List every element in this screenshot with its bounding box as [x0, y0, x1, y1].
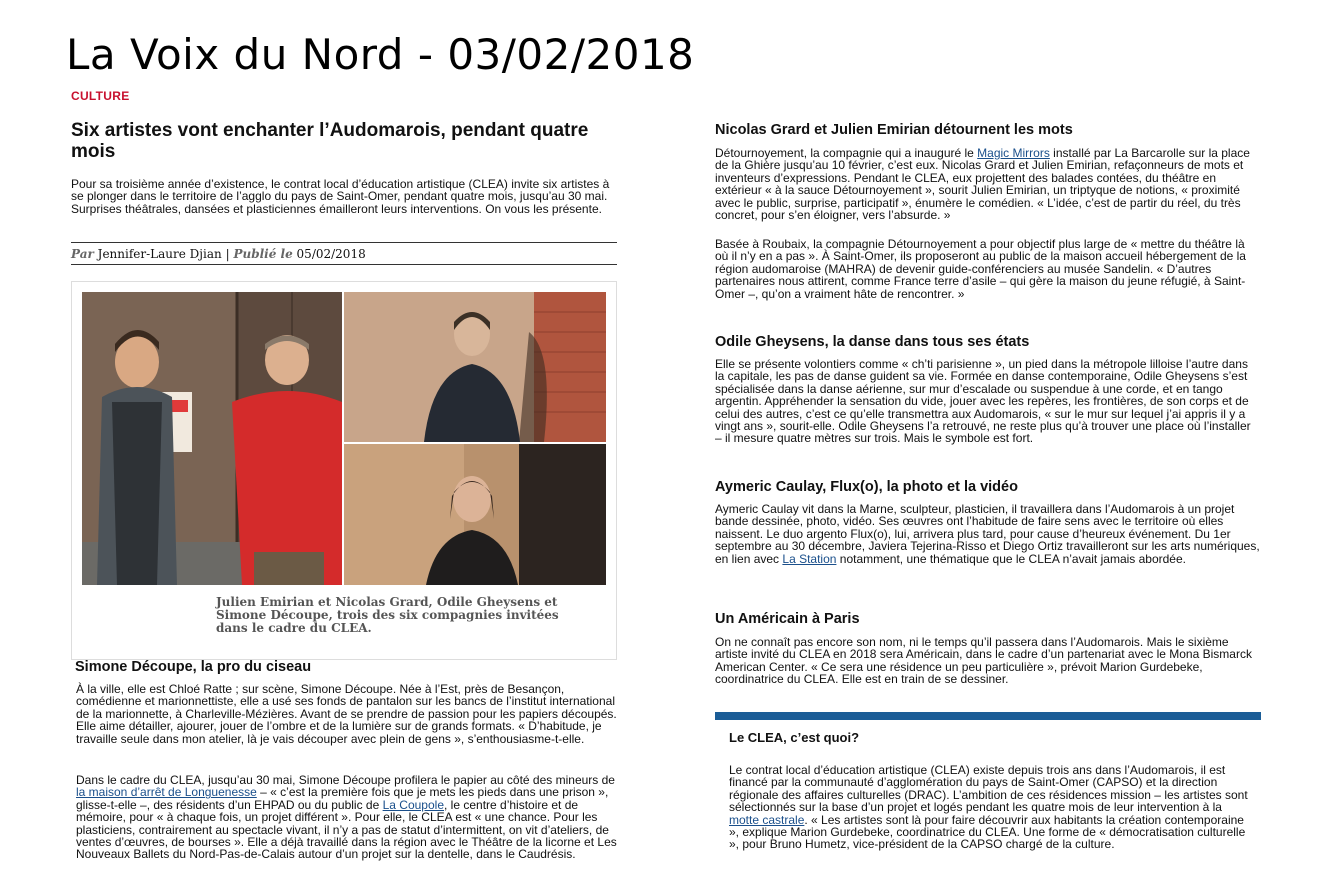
info-box-bar [715, 712, 1261, 720]
byline-author[interactable]: Jennifer-Laure Djian [97, 247, 222, 261]
photo-simone-decoupe [344, 444, 606, 585]
info-box-body-part2: . « Les artistes sont là pour faire découvrir aux habitants la création contemporaine », explique Marion Gurdebeke, coordinatrice du CLEA. Une forme de « démocratisation culturelle », pour Bruno Humetz, vice-président de la CAPSO chargé de la culture. [729, 812, 1246, 852]
section-simone-p2-part1: Dans le cadre du CLEA, jusqu’au 30 mai, Simone Découpe profilera le papier au côté des mineurs de [76, 773, 615, 787]
section-title-nicolas: Nicolas Grard et Julien Emirian détournent les mots [715, 122, 1073, 138]
byline-published-label: Publié le [233, 247, 293, 261]
photo-odile-gheysens [344, 292, 606, 442]
section-nicolas-p1-part1: Détournoyement, la compagnie qui a inauguré le [715, 146, 978, 160]
byline-date: 05/02/2018 [296, 247, 366, 261]
link-motte-castrale[interactable]: motte castrale [729, 812, 805, 827]
byline-par-label: Par [71, 247, 94, 261]
newspaper-masthead: La Voix du Nord - 03/02/2018 [66, 30, 695, 79]
info-box-body-part1: Le contrat local d’éducation artistique (CLEA) existe depuis trois ans dans l’Audomarois, il est financé par la communauté d’agglomération du pays de Saint-Omer (CAPSO) et la direction régionale des affaires culturelles (DRAC). L’ambition de ces résidences mission – les artistes sont sélectionnés sur la base d’un projet et logés pendant les quatre mois de leur intervention à la [729, 763, 1248, 815]
section-simone-p2-part3: , le centre d’histoire et de mémoire, pour « à chaque fois, un projet différent ». Pour elle, le CLEA est « une chance. Pour les plasticiens, contrairement au spectacle vivant, il n’y a pas de statut d’intermittent, on vit d’ateliers, de ventes d’œuvres, de bourses ». Elle a déjà travaillé dans la région avec le Théâtre de la licorne et Les Nouveaux Ballets du Nord-Pas-de-Calais autour d’un projet sur la dentelle, dans le Caudrésis. [76, 797, 617, 862]
section-title-aymeric: Aymeric Caulay, Flux(o), la photo et la vidéo [715, 479, 1018, 495]
link-magic-mirrors[interactable]: Magic Mirrors [977, 146, 1050, 160]
section-nicolas-p1 [715, 147, 1260, 221]
section-simone-p1: À la ville, elle est Chloé Ratte ; sur scène, Simone Découpe. Née à l’Est, près de Besançon, comédienne et marionnettiste, elle a usé ses fonds de pantalon sur les bancs de l’institut international de la marionnette, à Charleville-Mézières. Avant de se prendre de passion pour les papiers découpés. Elle aime détailler, ajourer, jouer de l’ombre et de la lumière sur de grands formats. « D’habitude, je travaille seule dans mon atelier, là je vais découper avec plein de gens », s’enthousiasme-t-elle. [76, 682, 617, 746]
info-box-body [729, 764, 1251, 851]
link-la-station[interactable]: La Station [782, 551, 837, 566]
section-simone-p2 [76, 774, 624, 861]
section-americain-p1: On ne connaît pas encore son nom, ni le temps qu’il passera dans l’Audomarois. Mais le sixième artiste invité du CLEA en 2018 sera Américain, dans le cadre d’un partenariat avec le Mona Bismarck American Center. « Ce sera une résidence un peu particulière », prévoit Marion Gurdebeke, coordinatrice du CLEA. Elle est en train de se dessiner. [715, 635, 1252, 687]
section-nicolas-p2: Basée à Roubaix, la compagnie Détournoyement a pour objectif plus large de « mettre du théâtre là où il n’y en a pas ». À Saint-Omer, ils proposeront au public de la maison accueil hébergement de la région audomaroise (MAHRA) de devenir guide-conférenciers au musée Sandelin. « D’autres partenaires nous attirent, comme France terre d’asile – qui gère la maison du jeune réfugié, à Saint-Omer –, qu’on a vraiment hâte de rencontrer. » [715, 237, 1246, 301]
section-aymeric-p1-part1: Aymeric Caulay vit dans la Marne, sculpteur, plasticien, il travaillera dans l’Audomarois à un projet bande dessinée, photo, vidéo. Ses œuvres ont l’habitude de faire sens avec le territoire où elles naissent. Le duo argento Flux(o), lui, arrivera plus tard, pour cause d’heureux événement. Du 1er septembre au 30 décembre, Javiera Tejerina-Risso et Diego Ortiz travailleront sur les arts numériques, en lien avec [715, 502, 1260, 566]
byline-separator: | [225, 247, 230, 261]
article-lead: Pour sa troisième année d’existence, le contrat local d’éducation artistique (CLEA) invite six artistes à se plonger dans le territoire de l’agglo du pays de Saint-Omer, pendant quatre mois, jusqu’au 30 mai. Surprises théâtrales, dansées et plasticiennes émailleront leurs interventions. On vous les présente. [71, 177, 610, 216]
section-odile-p1: Elle se présente volontiers comme « ch’ti parisienne », un pied dans la métropole lilloise l’autre dans la capitale, les pas de danse guident sa vie. Formée en danse contemporaine, Odile Gheysens s’est spécialisée dans la danse aérienne, sur mur d’escalade ou suspendue à une corde, et en tango argentin. Appréhender la sensation du vide, jouer avec les repères, les frontières, de son corps et de celui des autres, c’est ce qu’elle transmettra aux Audomarois, « sur le mur sur lequel j’ai appris il y a vingt ans », sourit-elle. Odile Gheysens l’a retrouvé, ne reste plus qu’à trouver une place où l’installer – il mesure quatre mètres sur trois. Mais le symbole est fort. [715, 357, 1251, 446]
link-la-coupole[interactable]: La Coupole [382, 797, 444, 812]
byline [71, 242, 617, 265]
section-title-odile: Odile Gheysens, la danse dans tous ses états [715, 334, 1030, 350]
section-title-simone: Simone Découpe, la pro du ciseau [75, 659, 312, 675]
section-simone-p2-part2: – « c’est la première fois que je mets les pieds dans une prison », glisse-t-elle –, des résidents d’un EHPAD ou du public de [76, 785, 609, 812]
photo-caption: Julien Emirian et Nicolas Grard, Odile Gheysens et Simone Découpe, trois des six compagnies invitées dans le cadre du CLEA. [216, 595, 559, 635]
section-aymeric-p1-part2: notamment, une thématique que le CLEA n’avait jamais abordée. [836, 551, 1186, 566]
article-headline: Six artistes vont enchanter l’Audomarois, pendant quatre mois [71, 120, 589, 162]
photo-emirian-grard [82, 292, 342, 585]
article-photo[interactable] [71, 281, 617, 660]
section-rubric[interactable]: CULTURE [71, 89, 130, 103]
link-maison-arret[interactable]: la maison d’arrêt de Longuenesse [76, 785, 257, 800]
info-box-title: Le CLEA, c’est quoi? [729, 730, 860, 745]
section-title-americain: Un Américain à Paris [715, 611, 860, 627]
section-aymeric-p1 [715, 503, 1260, 565]
section-nicolas-p1-part2: installé par La Barcarolle sur la place de la Ghière jusqu’au 10 février, c’est eux. Nicolas Grard et Julien Emirian, refaçonneurs de mots et inventeurs d’expressions. Pendant le CLEA, eux projettent des balades contées, du théâtre en extérieur « à la sauce Détournoyement », sourit Julien Emirian, un triptyque de notions, « proximité avec le public, surprise, participatif », énumère le comédien. « L’idée, c’est de partir du réel, du très concret, pour s’en éloigner, vers l’absurde. » [715, 146, 1250, 223]
